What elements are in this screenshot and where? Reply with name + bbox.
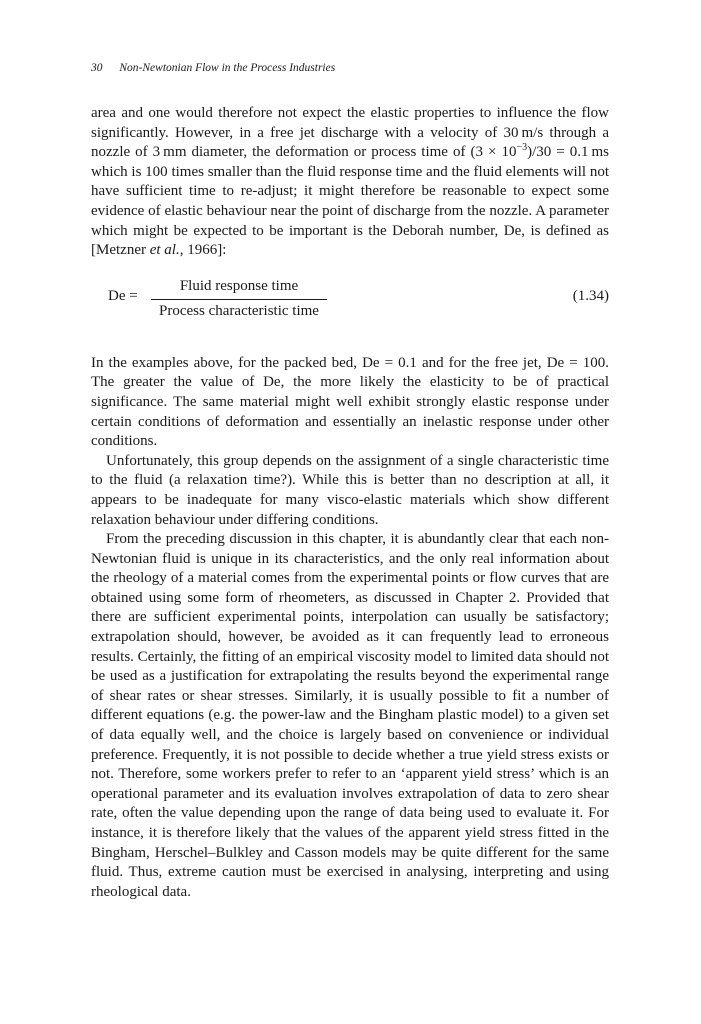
paragraph-rheology-caution: From the preceding discussion in this chapter, it is abundantly clear that each non-Newtonian fluid is unique in its characteristics, and the only real information about the rheology of a material comes from the experimental points or flow curves that are obtained using some form of rheometers, as discussed in Chapter 2. Provided that there are sufficient experimental points, interpolation can usually be satisfactory; extrapolation should, however, be avoided as it can frequently lead to erroneous results. Certainly, the fitting of an empirical viscosity model to limited data should not be used as a justification for extrapolating the results beyond the experimental range of shear rates or shear stresses. Similarly, it is usually possible to fit a number of different equations (e.g. the power-law and the Bingham plastic model) to a given set of data equally well, and the choice is largely based on convenience or individual preference. Frequently, it is not possible to decide whether a true yield stress exists or not. Therefore, some workers prefer to refer to an ‘apparent yield stress’ which is an operational parameter and its evaluation involves extrapolation of data to zero shear rate, often the value depending upon the range of data being used to evaluate it. For instance, it is therefore likely that the values of the apparent yield stress fitted in the Bingham, Herschel–Bulkley and Casson models may be quite different for the same fluid. Thus, extreme caution must be exercised in analysing, interpreting and using rheological data.	[91, 531, 609, 900]
page-number: 30	[91, 62, 103, 74]
body-text	[91, 104, 609, 902]
running-title: Non-Newtonian Flow in the Process Industries	[119, 62, 336, 74]
equation-fraction	[151, 277, 327, 322]
paragraph-relaxation-time: Unfortunately, this group depends on the assignment of a single characteristic time to the fluid (a relaxation time?). While this is better than no description at all, it appears to be inadequate for many visco-elastic materials which show different relaxation behaviour under differing conditions.	[91, 452, 609, 528]
citation-et-al: et al.	[149, 242, 180, 259]
exponent: −3	[516, 142, 528, 154]
equation-numerator: Fluid response time	[151, 277, 327, 301]
paragraph-continuation: area and one would therefore not expect the elastic properties to influence the flow significantly. However, in a free jet discharge with a velocity of 30 m/s through a nozzle of 3 mm diameter, the deformation or process time of $(3 \times 10^{-3})/30 = 0.1$ ms which is 100 times smaller than the fluid response time and the fluid elements will not have sufficient time to re-adjust; it might therefore be reasonable to expect some evidence of elastic behaviour near the point of discharge from the nozzle. A parameter which might be expected to be important is the Deborah number, De, is defined as [Metzner et al., 1966]:	[91, 105, 609, 259]
equation-number: (1.34)	[572, 287, 609, 304]
equation-denominator: Process characteristic time	[159, 303, 319, 320]
running-header	[91, 62, 335, 74]
paragraph-deborah-examples: In the examples above, for the packed bed, De = 0.1 and for the free jet, De = 100. The greater the value of De, the more likely the elasticity to be of practical significance. The same material might well exhibit strongly elastic response under certain conditions of deformation and essentially an inelastic response under other conditions.	[91, 354, 609, 450]
equation-lhs: De =	[108, 287, 138, 304]
equation-deborah-number	[91, 278, 609, 334]
